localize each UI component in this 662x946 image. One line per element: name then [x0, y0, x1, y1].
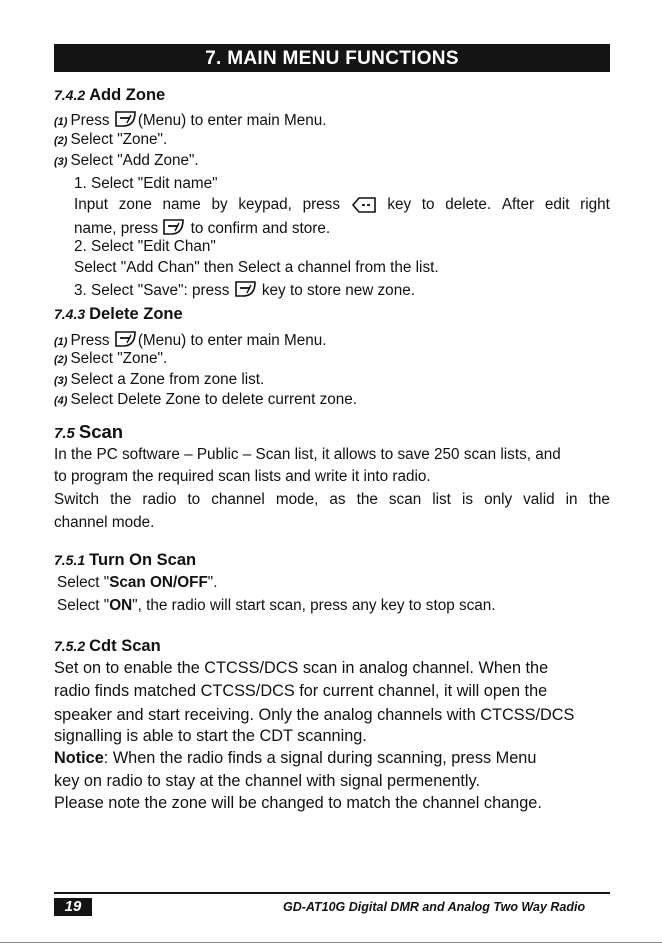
word: as — [329, 491, 346, 508]
section-title: Add Zone — [89, 86, 166, 104]
word: zone — [118, 196, 152, 213]
menu-key-icon — [114, 110, 138, 128]
word: key — [387, 196, 412, 213]
text: Select " — [57, 597, 110, 614]
word: press — [302, 196, 340, 213]
text: key to store new zone. — [257, 282, 415, 299]
menu-key-icon — [162, 218, 186, 236]
bold-term: ON — [109, 597, 133, 614]
section-banner: 7. MAIN MENU FUNCTIONS — [54, 44, 610, 72]
step-1 — [54, 330, 327, 351]
section-number: 7.4.3 — [54, 306, 86, 322]
word: valid — [523, 491, 555, 508]
step-4 — [54, 391, 357, 410]
word: to — [187, 491, 201, 508]
section-number: 7.4.2 — [54, 87, 86, 103]
page-number: 19 — [54, 898, 92, 916]
heading-cdt-scan — [54, 637, 161, 655]
heading-scan — [54, 423, 123, 443]
text: to confirm and store. — [186, 220, 331, 237]
step-2 — [54, 131, 167, 150]
section-number: 7.5 — [54, 425, 75, 442]
section-title: Scan — [78, 421, 124, 442]
step-number: (3) — [54, 156, 68, 168]
notice-label: Notice — [54, 749, 104, 767]
scan-on-off-line — [57, 574, 217, 592]
text: ". — [207, 574, 218, 591]
word: only — [484, 491, 513, 508]
step-number: (1) — [54, 116, 68, 128]
text: ", the radio will start scan, press any key to stop scan. — [132, 597, 496, 614]
step-number: (1) — [54, 336, 68, 348]
word: keypad, — [238, 196, 292, 213]
word: edit — [544, 196, 570, 213]
paragraph-line: Set on to enable the CTCSS/DCS scan in analog channel. When the — [54, 659, 549, 677]
section-title: Delete Zone — [89, 305, 183, 323]
scan-on-line — [57, 597, 496, 615]
paragraph-line: channel mode. — [54, 514, 155, 531]
word: scan — [388, 491, 422, 508]
paragraph-line: key on radio to stay at the channel with signal permenently. — [54, 772, 480, 790]
paragraph-line: Please note the zone will be changed to match the channel change. — [54, 794, 542, 812]
word: channel — [211, 491, 265, 508]
menu-key-icon — [114, 330, 138, 348]
step-text: Select "Zone". — [70, 350, 168, 367]
step-number: (2) — [54, 135, 68, 147]
word: is — [461, 491, 474, 508]
word: After — [501, 196, 535, 213]
step-text: Select "Add Zone". — [70, 152, 199, 169]
step-text: Select a Zone from zone list. — [70, 371, 265, 388]
footer-title: GD-AT10G Digital DMR and Analog Two Way Radio — [283, 900, 586, 914]
text: : When the radio finds a signal during scanning, press Menu — [103, 749, 537, 767]
step-number: (4) — [54, 395, 68, 407]
sub-step-2: 2. Select "Edit Chan" — [74, 238, 216, 255]
word: radio — [142, 491, 177, 508]
step-text: Select "Zone". — [70, 131, 168, 148]
paragraph-line: speaker and start receiving. Only the analog channels with CTCSS/DCS — [54, 706, 575, 724]
menu-key-icon — [234, 280, 258, 298]
word: the — [110, 491, 132, 508]
step-3 — [54, 152, 199, 171]
word: list — [432, 491, 451, 508]
section-title: Cdt Scan — [89, 637, 161, 655]
paragraph-line: radio finds matched CTCSS/DCS for current channel, it will open the — [54, 682, 548, 700]
step-text: Select Delete Zone to delete current zone. — [70, 391, 358, 408]
step-1 — [54, 110, 327, 131]
sub-step-3 — [74, 280, 415, 300]
heading-turn-on-scan — [54, 551, 196, 569]
step-3 — [54, 371, 264, 390]
page-edge — [0, 942, 662, 943]
word: mode, — [275, 491, 319, 508]
word: in — [565, 491, 578, 508]
step-text: (Menu) to enter main Menu. — [137, 112, 327, 129]
section-number: 7.5.1 — [54, 552, 86, 568]
text: 3. Select "Save": press — [74, 282, 234, 299]
word: Input — [74, 196, 109, 213]
sub-step-1: 1. Select "Edit name" — [74, 175, 218, 192]
input-name-line — [74, 196, 610, 214]
bold-term: Scan ON/OFF — [109, 574, 208, 591]
word: delete. — [445, 196, 492, 213]
notice-line — [54, 748, 536, 768]
back-key-icon — [351, 196, 377, 214]
word: name — [162, 196, 201, 213]
step-text: (Menu) to enter main Menu. — [137, 332, 327, 349]
confirm-line — [74, 218, 330, 238]
add-chan-line: Select "Add Chan" then Select a channel from the list. — [74, 259, 439, 276]
step-2 — [54, 350, 167, 369]
paragraph-line: to program the required scan lists and write it into radio. — [54, 468, 431, 485]
word: Switch — [54, 491, 100, 508]
step-number: (3) — [54, 375, 68, 387]
word: the — [588, 491, 610, 508]
word: the — [356, 491, 378, 508]
section-title: Turn On Scan — [89, 551, 197, 569]
word: to — [421, 196, 435, 213]
heading-add-zone — [54, 86, 165, 104]
section-number: 7.5.2 — [54, 638, 86, 654]
step-text: Press — [70, 332, 114, 349]
paragraph-line: In the PC software – Public – Scan list, it allows to save 250 scan lists, and — [54, 446, 561, 463]
word: by — [211, 196, 228, 213]
heading-delete-zone — [54, 305, 183, 323]
step-number: (2) — [54, 354, 68, 366]
paragraph-line — [54, 491, 610, 509]
word: right — [580, 196, 610, 213]
step-text: Press — [70, 112, 114, 129]
footer-rule — [54, 892, 610, 894]
paragraph-line: signalling is able to start the CDT scanning. — [54, 727, 367, 745]
text: Select " — [57, 574, 110, 591]
text: name, press — [74, 220, 163, 237]
